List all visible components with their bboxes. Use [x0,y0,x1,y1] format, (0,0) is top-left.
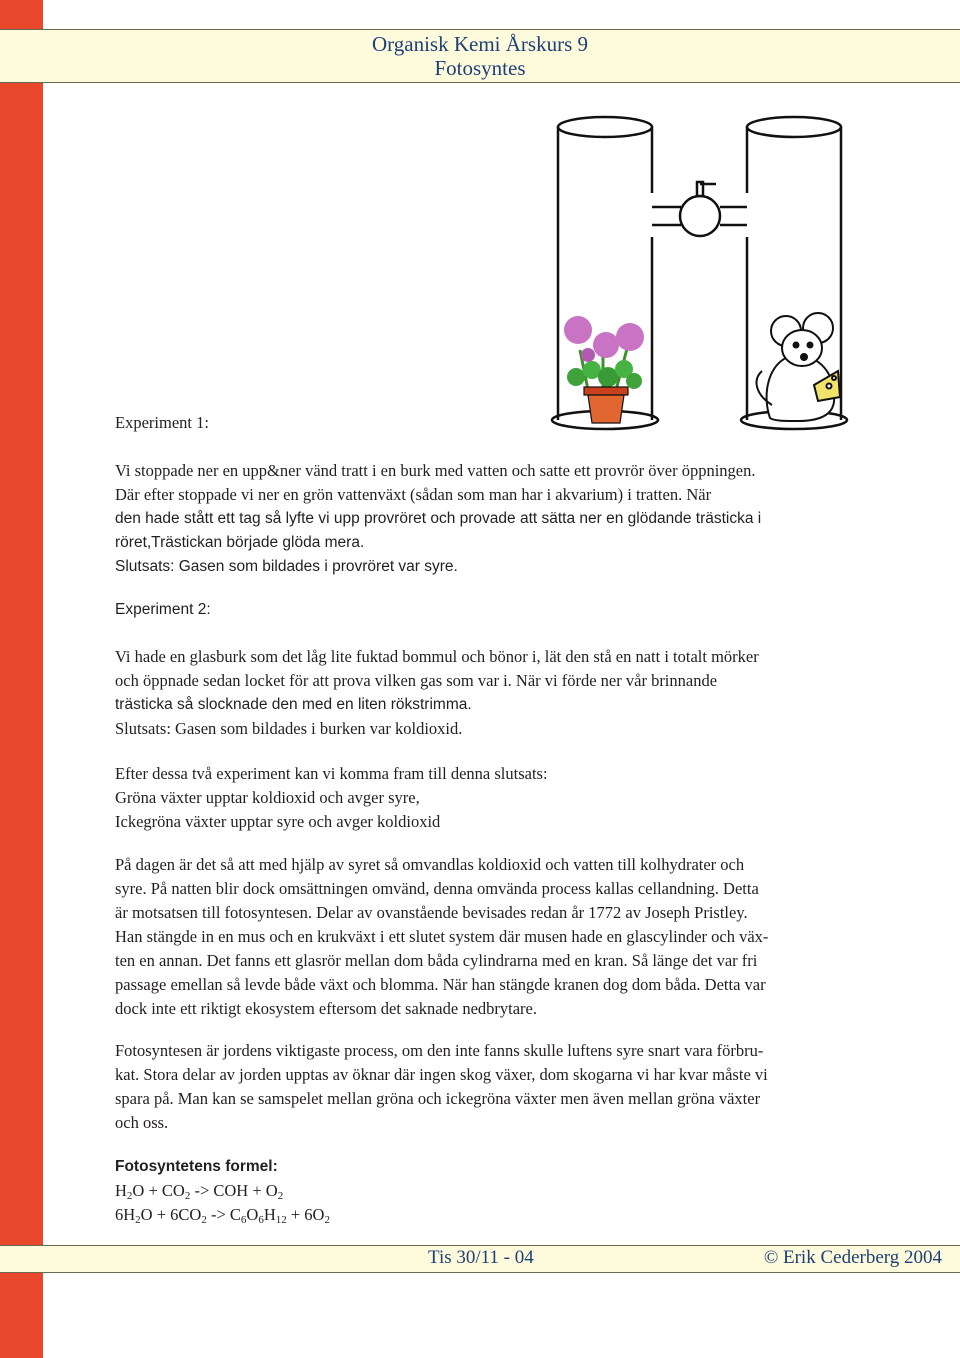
left-cylinder-top [558,117,652,137]
connecting-tube-with-tap [652,182,747,236]
symbol: H [263,1205,276,1224]
experiment-1-section [115,411,895,435]
text-line: den hade stått ett tag så lyfte vi upp provröret och provade att sätta ner en glödande trästicka i [115,510,762,527]
formula-equation-2 [115,1203,895,1227]
text-line: och oss. [115,1113,169,1132]
subscript: 2 [201,1214,207,1226]
symbol: O [246,1205,259,1224]
subscript: 2 [135,1214,141,1226]
text-line: Slutsats: Gasen som bildades i burken var koldioxid. [115,719,463,738]
symbol: -> C [206,1205,241,1224]
text-line: Gröna växter upptar koldioxid och avger syre, [115,788,420,807]
text-line: dock inte ett riktigt ekosystem eftersom det saknade nedbrytare. [115,999,537,1018]
footer-copyright: © Erik Cederberg 2004 [763,1247,942,1268]
footer-date: Tis 30/11 - 04 [428,1247,534,1268]
text-line: Vi stoppade ner en upp&ner vänd tratt i en burk med vatten och satte ett provrör över öppningen. [115,461,756,480]
page-header [0,32,960,80]
experiment-2-heading: Experiment 2: [115,601,211,618]
subscript: 2 [277,1190,284,1202]
text-line: spara på. Man kan se samspelet mellan gröna och ickegröna växter men även mellan gröna växter [115,1089,761,1108]
symbol: O + 6CO [140,1205,202,1224]
symbol: + 6O [286,1205,325,1224]
subscript: 6 [258,1214,264,1226]
text-line: ten en annan. Det fanns ett glasrör mellan dom båda cylindrarna med en kran. Så länge det var fri [115,951,758,970]
text-line: trästicka så slocknade den med en liten rökstrimma. [115,696,472,713]
text-line: Fotosyntesen är jordens viktigaste process, om den inte fanns skulle luftens syre snart vara förbru- [115,1041,764,1060]
subscript: 2 [184,1190,191,1202]
importance-paragraph [115,1039,895,1135]
page-title: Fotosyntes [434,56,526,80]
text-line: passage emellan så levde både växt och blomma. När han stängde kranen dog dom båda. Detta var [115,975,766,994]
text-line: röret,Trästickan började glöda mera. [115,534,365,551]
text-line: syre. På natten blir dock omsättningen omvänd, denna omvända process kallas cellandning. Detta [115,879,759,898]
mouse-icon [757,313,840,421]
text-line: är motsatsen till fotosyntesen. Delar av ovanstående bevisades redan år 1772 av Joseph Pristley. [115,903,748,922]
conclusion-text [115,762,895,834]
symbol: 6H [115,1205,136,1224]
subscript: 2 [126,1190,133,1202]
symbol: -> COH + O [190,1181,278,1200]
experiment-1-text [115,459,895,579]
text-line: Han stängde in en mus och en krukväxt i ett slutet system där musen hade en glascylinder och väx- [115,927,769,946]
experiment-2-section [115,598,895,622]
symbol: H [115,1181,127,1200]
text-line: Vi hade en glasburk som det låg lite fuktad bommul och bönor i, lät den stå en natt i totalt mörker [115,647,759,666]
formula-section [115,1155,895,1227]
text-line: Där efter stoppade vi ner en grön vattenväxt (sådan som man har i akvarium) i tratten. När [115,485,712,504]
potted-plant-icon [564,316,644,423]
formula-equation-1 [115,1179,895,1203]
text-line: kat. Stora delar av jorden upptas av öknar där ingen skog växer, dom skogarna vi har kvar måste vi [115,1065,768,1084]
subscript: 6 [240,1214,247,1226]
right-cylinder-top [747,117,841,137]
subscript: 12 [275,1214,287,1226]
course-title: Organisk Kemi Årskurs 9 [371,32,588,56]
text-line: Slutsats: Gasen som bildades i provröret var syre. [115,558,458,575]
text-line: På dagen är det så att med hjälp av syret så omvandlas koldioxid och vatten till kolhydrater och [115,855,745,874]
symbol: O + CO [132,1181,185,1200]
day-night-paragraph [115,853,895,1021]
subscript: 2 [324,1214,330,1226]
side-accent-bar [0,0,43,1358]
priestley-apparatus-illustration [548,95,858,435]
experiment-1-heading: Experiment 1: [115,413,209,432]
text-line: Efter dessa två experiment kan vi komma fram till denna slutsats: [115,764,548,783]
text-line: och öppnade sedan locket för att prova vilken gas som var i. När vi förde ner vår brinnande [115,671,718,690]
formula-heading: Fotosyntetens formel: [115,1158,278,1175]
text-line: Ickegröna växter upptar syre och avger koldioxid [115,812,441,831]
experiment-2-text [115,645,895,741]
